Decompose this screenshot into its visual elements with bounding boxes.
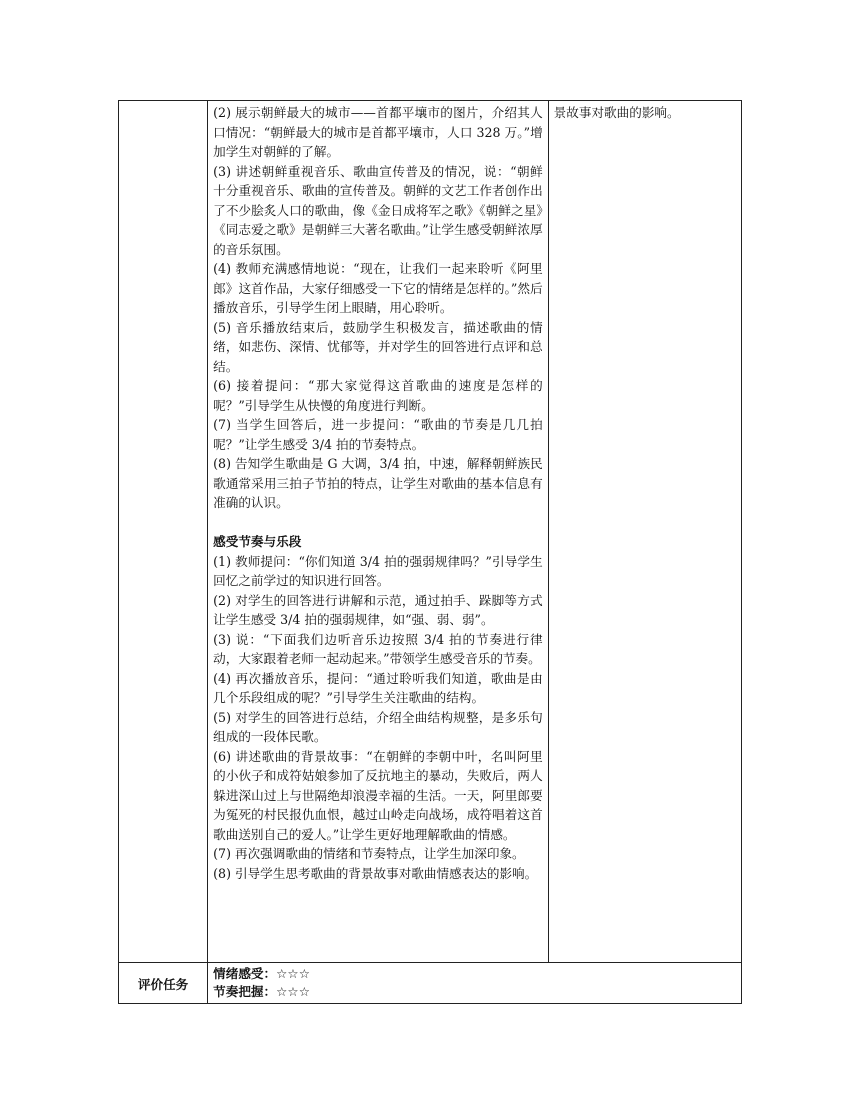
evaluation-label: 评价任务 [119, 963, 208, 1004]
paragraph: (8) 告知学生歌曲是 G 大调，3/4 拍，中速，解释朝鲜族民歌通常采用三拍子节拍的特点，让学生对歌曲的基本信息有准确的认识。 [213, 456, 543, 510]
empty-label-cell [119, 101, 208, 963]
paragraph: (4) 再次播放音乐，提问：“通过聆听我们知道，歌曲是由几个乐段组成的呢？”引导学生关注歌曲的结构。 [213, 670, 543, 705]
evaluation-item [213, 965, 736, 983]
paragraph: (8) 引导学生思考歌曲的背景故事对歌曲情感表达的影响。 [213, 865, 538, 881]
design-intent-cell [548, 101, 741, 963]
evaluation-item-name: 情绪感受： [213, 966, 277, 981]
paragraph: (2) 展示朝鲜最大的城市——首都平壤市的图片，介绍其人口情况：“朝鲜最大的城市是首都平壤市，人口 328 万。”增加学生对朝鲜的了解。 [213, 105, 543, 159]
paragraph: (6) 讲述歌曲的背景故事：“在朝鲜的李朝中叶，名叫阿里的小伙子和成符姑娘参加了反抗地主的暴动，失败后，两人躲进深山过上与世隔绝却浪漫幸福的生活。一天，阿里郎要为冤死的村民报仇血恨，越过山岭走向战场，成符唱着这首歌曲送别自己的爱人。”让学生更好地理解歌曲的情感。 [213, 748, 543, 842]
paragraph: (3) 讲述朝鲜重视音乐、歌曲宣传普及的情况，说：“朝鲜十分重视音乐、歌曲的宣传普及。朝鲜的文艺工作者创作出了不少脍炙人口的歌曲，像《金日成将军之歌》《朝鲜之星》《同志爱之歌》是朝鲜三大著名歌曲。”让学生感受朝鲜浓厚的音乐氛围。 [213, 163, 543, 257]
paragraph: (7) 当学生回答后，进一步提问：“歌曲的节奏是几几拍呢？”让学生感受 3/4 拍的节奏特点。 [213, 417, 543, 452]
star-rating: ☆☆☆ [276, 966, 310, 981]
lesson-plan-table [118, 100, 742, 1000]
paragraph: (2) 对学生的回答进行讲解和示范，通过拍手、跺脚等方式让学生感受 3/4 拍的强弱规律，如“强、弱、弱”。 [213, 592, 543, 627]
section-heading: 感受节奏与乐段 [213, 534, 302, 549]
spacer [213, 513, 543, 533]
paragraph: (1) 教师提问：“你们知道 3/4 拍的强弱规律吗？”引导学生回忆之前学过的知识进行回答。 [213, 553, 543, 588]
evaluation-item-name: 节奏把握： [213, 984, 277, 999]
paragraph: (5) 音乐播放结束后，鼓励学生积极发言，描述歌曲的情绪，如悲伤、深情、忧郁等，并对学生的回答进行点评和总结。 [213, 319, 543, 374]
section-2 [213, 532, 543, 883]
star-rating: ☆☆☆ [276, 984, 310, 999]
process-cell [208, 101, 549, 963]
paragraph: (6) 接着提问：“那大家觉得这首歌曲的速度是怎样的呢？”引导学生从快慢的角度进行判断。 [213, 378, 543, 413]
paragraph: (7) 再次强调歌曲的情绪和节奏特点，让学生加深印象。 [213, 846, 525, 861]
side-note: 景故事对歌曲的影响。 [553, 105, 680, 120]
evaluation-cell [208, 963, 742, 1004]
paragraph: (3) 说：“下面我们边听音乐边按照 3/4 拍的节奏进行律动，大家跟着老师一起动起来。”带领学生感受音乐的节奏。 [213, 631, 543, 666]
section-1 [213, 103, 543, 513]
paragraph: (5) 对学生的回答进行总结，介绍全曲结构规整，是多乐句组成的一段体民歌。 [213, 709, 543, 744]
evaluation-item [213, 983, 736, 1001]
paragraph: (4) 教师充满感情地说：“现在，让我们一起来聆听《阿里郎》这首作品，大家仔细感受一下它的情绪是怎样的。”然后播放音乐，引导学生闭上眼睛，用心聆听。 [213, 261, 543, 315]
